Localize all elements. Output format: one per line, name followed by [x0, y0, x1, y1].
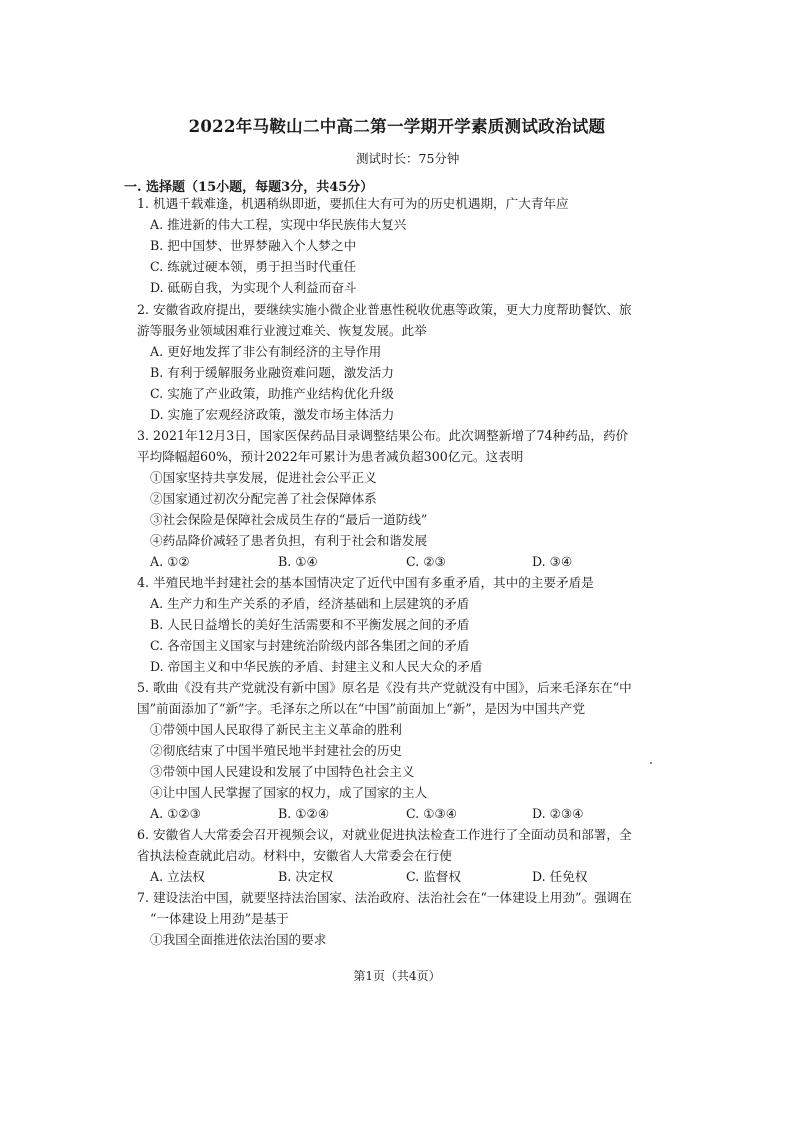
choice-b: B. ①②④ — [278, 806, 330, 821]
exam-title: 2022年马鞍山二中高二第一学期开学素质测试政治试题 — [188, 117, 606, 136]
question-5-stem: 5. 歌曲《没有共产党就没有新中国》原名是《没有共产党就没有中国》，后来毛泽东在“中 — [137, 680, 632, 695]
question-2-option-c: C. 实施了产业政策，助推产业结构优化升级 — [150, 386, 394, 401]
choice-b: B. ①④ — [278, 554, 318, 569]
question-2-option-b: B. 有利于缓解服务业融资难问题，激发活力 — [150, 365, 394, 380]
question-6-stem-cont: 省执法检查就此启动。材料中，安徽省人大常委会在行使 — [137, 848, 452, 863]
choice-d: D. 任免权 — [532, 869, 588, 884]
question-4-stem: 4. 半殖民地半封建社会的基本国情决定了近代中国有多重矛盾，其中的主要矛盾是 — [137, 575, 594, 590]
choice-a: A. 立法权 — [150, 869, 205, 884]
question-7-stem-cont: “一体建设上用劲”是基于 — [150, 911, 289, 926]
question-1-option-a: A. 推进新的伟大工程，实现中华民族伟大复兴 — [150, 217, 407, 232]
question-6-stem: 6. 安徽省人大常委会召开视频会议，对就业促进执法检查工作进行了全面动员和部署，全 — [137, 827, 632, 842]
question-1-option-d: D. 砥砺自我，为实现个人利益而奋斗 — [150, 280, 357, 295]
question-3-item-2: ②国家通过初次分配完善了社会保障体系 — [150, 491, 377, 506]
section-heading: 一. 选择题（15小题，每题3分，共45分） — [124, 180, 374, 195]
question-4-option-a: A. 生产力和生产关系的矛盾，经济基础和上层建筑的矛盾 — [150, 596, 470, 611]
question-7-item-1: ①我国全面推进依法治国的要求 — [150, 932, 327, 947]
question-4-option-d: D. 帝国主义和中华民族的矛盾、封建主义和人民大众的矛盾 — [150, 659, 483, 674]
question-1-option-c: C. 练就过硬本领，勇于担当时代重任 — [150, 259, 357, 274]
choice-c: C. ①③④ — [406, 806, 458, 821]
question-4-option-c: C. 各帝国主义国家与封建统治阶级内部各集团之间的矛盾 — [150, 638, 470, 653]
scan-speck — [650, 762, 652, 764]
question-2-option-d: D. 实施了宏观经济政策，激发市场主体活力 — [150, 407, 395, 422]
question-5-item-1: ①带领中国人民取得了新民主主义革命的胜利 — [150, 722, 402, 737]
page-footer: 第1页（共4页） — [353, 969, 441, 983]
question-5-item-4: ④让中国人民掌握了国家的权力，成了国家的主人 — [150, 785, 428, 800]
question-2-stem-cont: 游等服务业领域困难行业渡过难关、恢复发展。此举 — [137, 323, 427, 338]
question-5-item-2: ②彻底结束了中国半殖民地半封建社会的历史 — [150, 743, 402, 758]
question-3-item-4: ④药品降价减轻了患者负担，有利于社会和谐发展 — [150, 533, 428, 548]
test-duration: 测试时长：75分钟 — [356, 151, 460, 166]
question-2-stem: 2. 安徽省政府提出，要继续实施小微企业普惠性税收优惠等政策，更大力度帮助餐饮、旅 — [137, 302, 632, 317]
choice-c: C. 监督权 — [406, 869, 461, 884]
question-3-stem-cont: 平均降幅超60%，预计2022年可累计为患者减负超300亿元。这表明 — [137, 449, 524, 464]
question-4-option-b: B. 人民日益增长的美好生活需要和不平衡发展之间的矛盾 — [150, 617, 470, 632]
choice-c: C. ②③ — [406, 554, 446, 569]
question-3-item-1: ①国家坚持共享发展，促进社会公平正义 — [150, 470, 377, 485]
question-1-option-b: B. 把中国梦、世界梦融入个人梦之中 — [150, 238, 357, 253]
choice-d: D. ③④ — [532, 554, 573, 569]
choice-d: D. ②③④ — [532, 806, 584, 821]
question-3-item-3: ③社会保险是保障社会成员生存的“最后一道防线” — [150, 512, 428, 527]
choice-b: B. 决定权 — [278, 869, 334, 884]
choice-a: A. ①②③ — [150, 806, 201, 821]
question-5-item-3: ③带领中国人民建设和发展了中国特色社会主义 — [150, 764, 415, 779]
question-2-option-a: A. 更好地发挥了非公有制经济的主导作用 — [150, 344, 382, 359]
question-3-stem: 3. 2021年12月3日，国家医保药品目录调整结果公布。此次调整新增了74种药品，药价 — [137, 428, 629, 443]
question-1-stem: 1. 机遇千载难逢，机遇稍纵即逝，要抓住大有可为的历史机遇期，广大青年应 — [137, 196, 569, 211]
question-7-stem: 7. 建设法治中国，就要坚持法治国家、法治政府、法治社会在“一体建设上用劲”。强调在 — [137, 890, 632, 905]
choice-a: A. ①② — [150, 554, 190, 569]
question-5-stem-cont: 国”前面添加了“新”字。毛泽东之所以在“中国”前面加上“新”，是因为中国共产党 — [137, 701, 586, 716]
